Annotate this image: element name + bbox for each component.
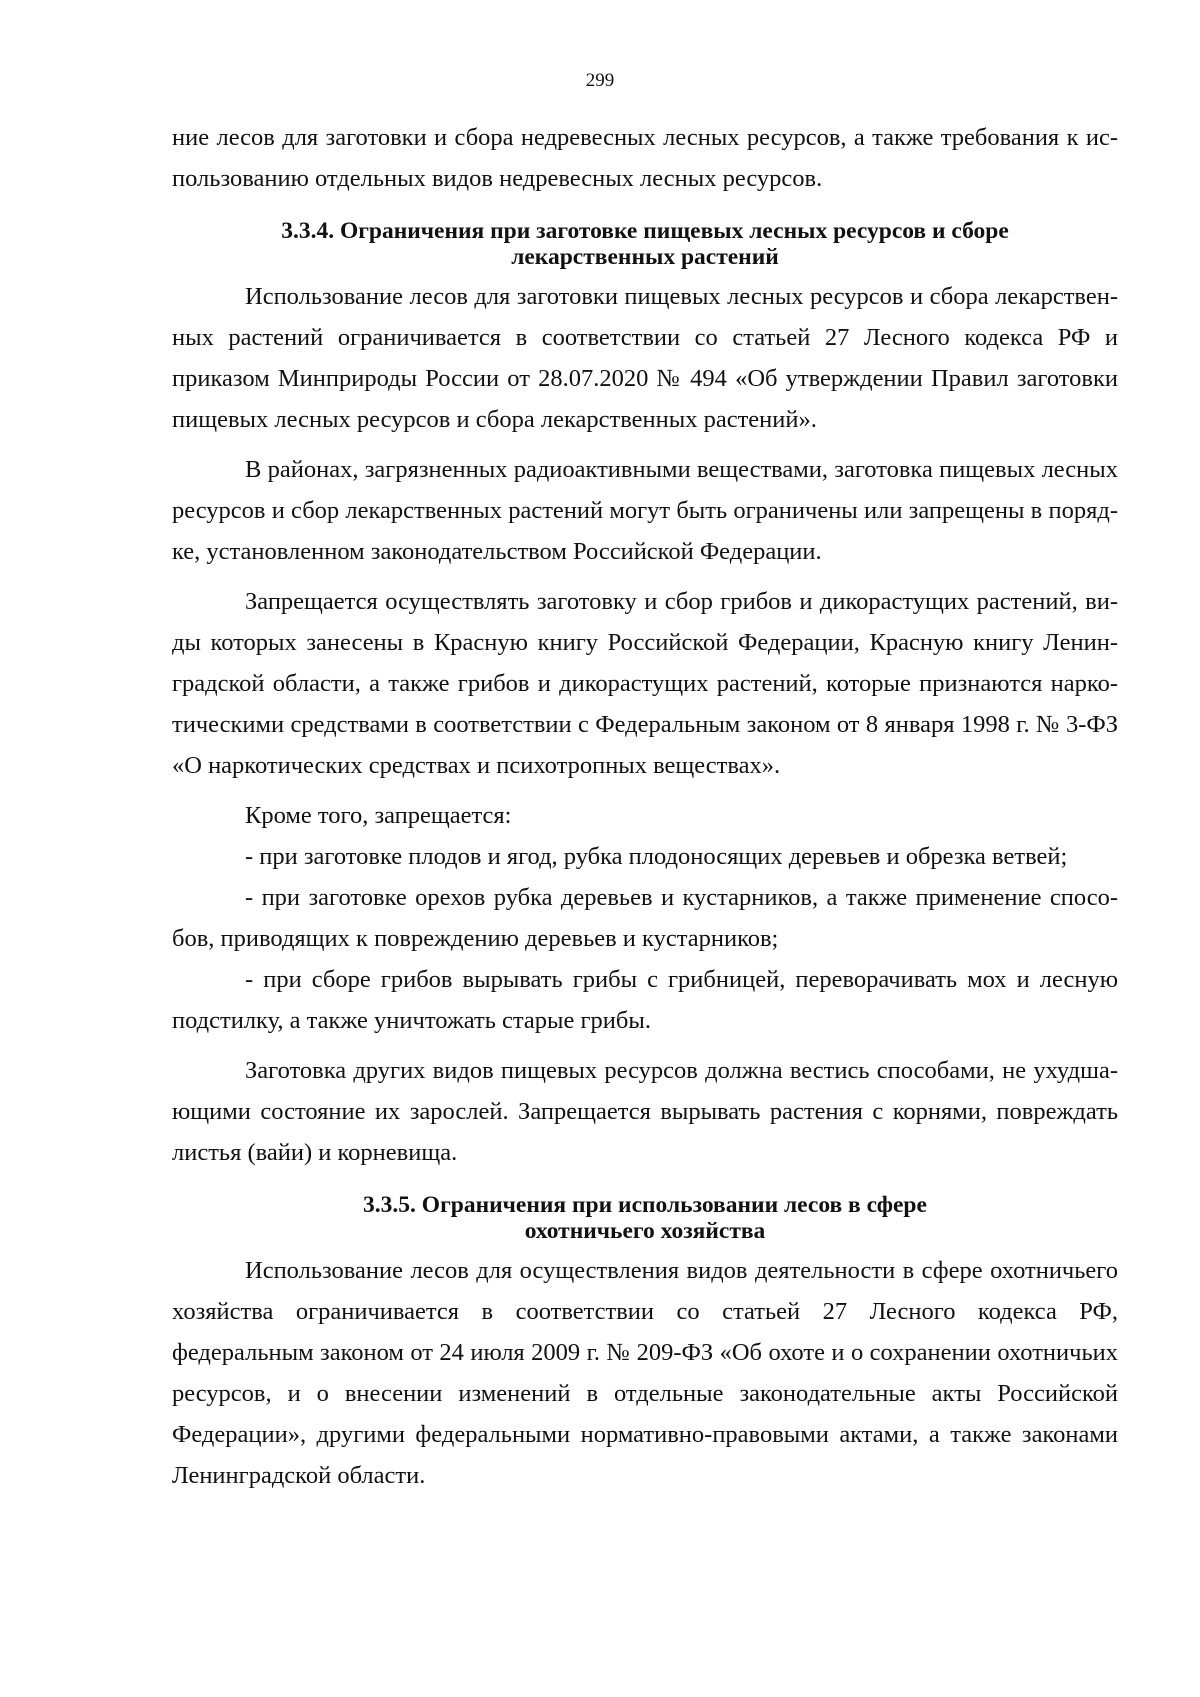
- paragraph: В районах, загрязненных радиоактивными веществами, заготовка пищевых лесных ресурсов и сбор лекарственных растений могут быть ограничены или запрещены в порядке, установленном законодательством Российской Федерации.: [172, 456, 1118, 565]
- paragraph: Использование лесов для осуществления видов деятельности в сфере охотничьего хозяйства ограничивается в соответствии со статьей 27 Лесного кодекса РФ, федеральным законом от 24 июля 2009 г. № 209-ФЗ «Об охоте и о сохранении охотничьих ресурсов, и о внесении изменений в отдельные законодательные акты Российской Федерации», другими федеральными нормативно-правовыми актами, а также законами Ленинградской области.: [172, 1257, 1118, 1489]
- list-item: - при заготовке плодов и ягод, рубка плодоносящих деревьев и обрезка ветвей;: [245, 843, 1068, 870]
- section-heading-line: охотничьего хозяйства: [524, 1218, 766, 1244]
- paragraph: Использование лесов для заготовки пищевых лесных ресурсов и сбора лекарственных растений ограничивается в соответствии со статьей 27 Лесного кодекса РФ и приказом Минприроды России от 28.07.2020 № 494 «Об утверждении Правил заготовки пищевых лесных ресурсов и сбора лекарственных растений».: [172, 283, 1118, 433]
- page-number: 299: [585, 70, 615, 91]
- list-item: - при сборе грибов вырывать грибы с грибницей, переворачивать мох и лесную подстилку, а также уничтожать старые грибы.: [172, 966, 1118, 1034]
- section-heading-line: 3.3.4. Ограничения при заготовке пищевых лесных ресурсов и сборе: [281, 218, 1009, 244]
- paragraph: Кроме того, запрещается:: [245, 802, 512, 829]
- paragraph: Заготовка других видов пищевых ресурсов должна вестись способами, не ухудшающими состояние их зарослей. Запрещается вырывать растения с корнями, повреждать листья (вайи) и корневища.: [172, 1057, 1118, 1166]
- list-item: - при заготовке орехов рубка деревьев и кустарников, а также применение способов, приводящих к повреждению деревьев и кустарников;: [172, 884, 1118, 952]
- section-heading-3-3-4: [172, 218, 1118, 270]
- page-content: [172, 117, 1118, 1496]
- section-heading-line: лекарственных растений: [511, 244, 779, 270]
- section-heading-line: 3.3.5. Ограничения при использовании лесов в сфере: [363, 1192, 927, 1218]
- paragraph: Запрещается осуществлять заготовку и сбор грибов и дикорастущих растений, виды которых занесены в Красную книгу Российской Федерации, Красную книгу Ленинградской области, а также грибов и дикорастущих растений, которые признаются наркотическими средствами в соответствии с Федеральным законом от 8 января 1998 г. № 3-ФЗ «О наркотических средствах и психотропных веществах».: [172, 588, 1118, 779]
- section-heading-3-3-5: [172, 1192, 1118, 1244]
- intro-paragraph: ние лесов для заготовки и сбора недревесных лесных ресурсов, а также требования к использованию отдельных видов недревесных лесных ресурсов.: [172, 124, 1118, 192]
